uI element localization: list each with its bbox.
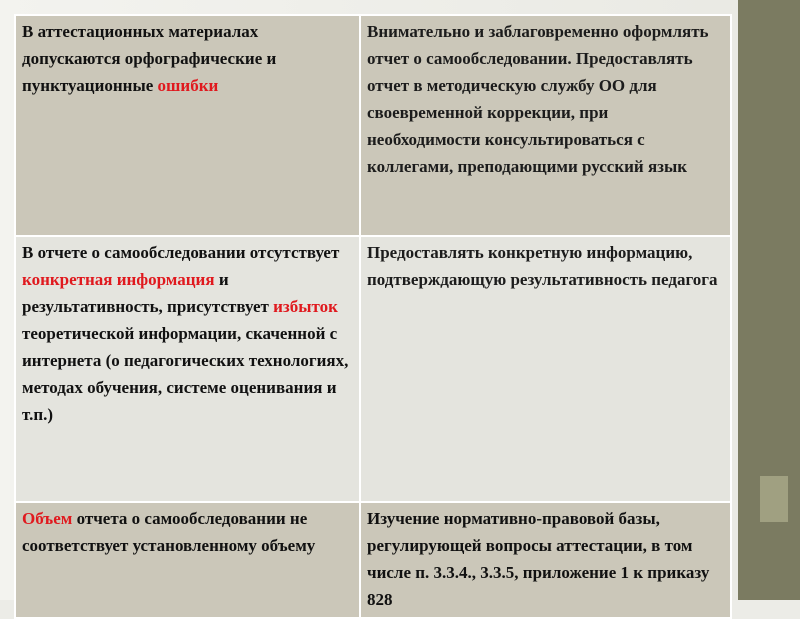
issues-table xyxy=(14,14,732,619)
decorative-side-accent xyxy=(760,476,788,522)
problem-text: отчета о самообследовании не соответствует установленному объему xyxy=(22,509,316,555)
table-row xyxy=(15,236,731,502)
table-row xyxy=(15,502,731,618)
problem-text: В аттестационных материалах допускаются орфографические и пунктуационные xyxy=(22,22,277,95)
problem-highlight: Объем xyxy=(22,509,73,528)
problem-highlight: ошибки xyxy=(157,76,219,95)
recommendation-text: Изучение нормативно-правовой базы, регулирующей вопросы аттестации, в том числе п. 3.3.4., 3.3.5, приложение 1 к приказу 828 xyxy=(367,509,710,609)
table-row xyxy=(15,15,731,236)
problem-text: теоретической информации, скаченной с интернета (о педагогических технологиях, методах обучения, системе оценивания и т.п.) xyxy=(22,324,349,424)
problem-cell xyxy=(15,15,360,236)
problem-highlight: конкретная информация xyxy=(22,270,215,289)
problem-text: и результативность, присутствует xyxy=(22,270,274,316)
problem-text: В отчете о самообследовании отсутствует xyxy=(22,243,340,262)
problem-highlight: избыток xyxy=(273,297,338,316)
problem-cell xyxy=(15,236,360,502)
recommendation-cell xyxy=(360,15,731,236)
recommendation-text: Предоставлять конкретную информацию, подтверждающую результативность педагога xyxy=(367,243,718,289)
problem-cell xyxy=(15,502,360,618)
recommendation-text: Внимательно и заблаговременно оформлять отчет о самообследовании. Предоставлять отчет в методическую службу ОО для своевременной коррекции, при необходимости консультироваться с коллегами, преподающими русский язык xyxy=(367,22,709,176)
recommendation-cell xyxy=(360,236,731,502)
recommendation-cell xyxy=(360,502,731,618)
